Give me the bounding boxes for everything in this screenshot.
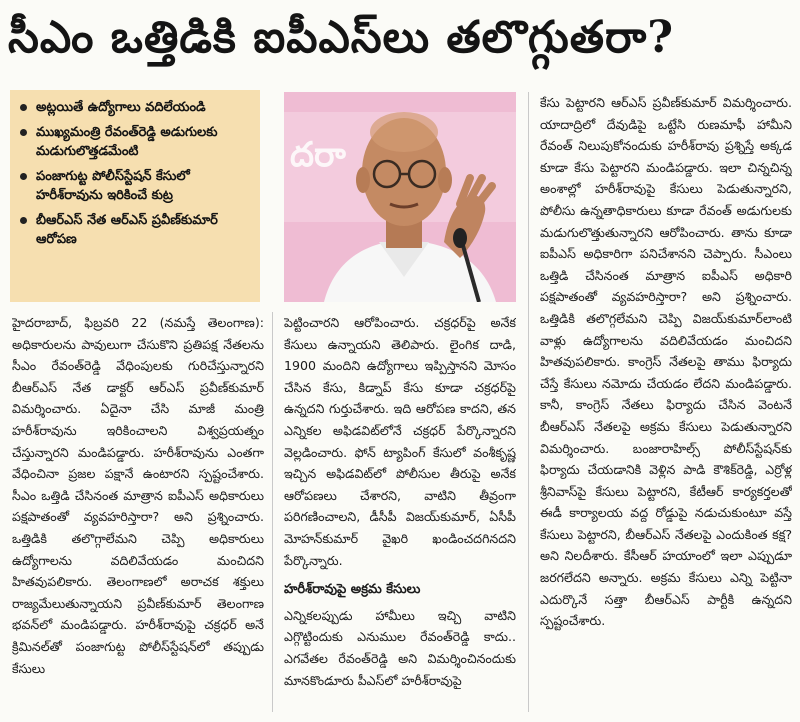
column-divider [528,92,529,712]
article-paragraph: హైదరాబాద్‌, ఫిబ్రవరి 22 (నమస్తే తెలంగాణ): అధికారులను పావులుగా చేసుకొని ప్రతిపక్ష నేతలను సీఎం రేవంత్‌రెడ్డి వేధింపులకు గురిచేస్తున్నారని బీఆర్‌ఎస్‌ నేత డాక్టర్‌ ఆర్‌ఎస్‌ ప్రవీణ్‌కుమార్‌ విమర్శించారు. ఏదైనా చేసి మాజీ మంత్రి హరీశ్‌రావును ఇరికించాలని విశ్వప్రయత్నం చేస్తున్నారని మండిపడ్డారు. హరీశ్‌రావును ఎంతగా వేధించినా ప్రజల పక్షానే ఉంటారని స్పష్టంచేశారు. సీఎం ఒత్తిడి చేసినంత మాత్రాన ఐపీఎస్‌ అధికారులు పక్షపాతంతో వ్యవహరిస్తారా? అని ప్రశ్నించారు. ఒత్తిడికి తలొగ్గాలేమని చెప్పి అధికారులు ఉద్యోగాలను వదిలివేయడం మంచిదని హితవుపలికారు. తెలంగాణలో అరాచక శక్తులు రాజ్యమేలుతున్నాయని ప్రవీణ్‌కుమార్‌ తెలంగాణ భవన్‌లో మండిపడ్డారు. హరీశ్‌రావుపై చక్రధర్‌ అనే క్రిమినల్‌తో పంజాగుట్ట పోలీస్‌స్టేషన్‌లో తప్పుడు కేసులు [12,315,264,676]
bullet-icon [20,217,27,224]
banner-text: దరా [290,135,346,175]
highlight-text: అట్లయితే ఉద్యోగాలు వదిలేయండి [36,100,206,115]
column-divider [272,312,273,712]
highlight-text: పంజాగుట్ట పోలీస్‌స్టేషన్‌ కేసులో హరీశ్‌రావును ఇరికించే కుట్ర [36,169,190,203]
highlight-item [20,123,250,161]
highlights-box [10,90,260,302]
highlight-item [20,98,250,117]
article-column-2 [284,312,516,718]
highlight-item [20,167,250,205]
speaker-photo [284,92,516,302]
headline: సీఎం ఒత్తిడికి ఐపీఎస్‌లు తలొగ్గుతరా? [8,12,675,63]
bullet-icon [20,104,27,111]
highlight-text: ముఖ్యమంత్రి రేవంత్‌రెడ్డి అడుగులకు మడుగులొత్తడమేంటి [36,125,218,159]
highlight-text: బీఆర్‌ఎస్‌ నేత ఆర్‌ఎస్‌ ప్రవీణ్‌కుమార్‌ ఆరోపణ [36,213,218,247]
article-paragraph: పెట్టించారని ఆరోపించారు. చక్రధర్‌పై అనేక కేసులు ఉన్నాయని తెలిపారు. లైంగిక దాడి, 1900 మందిని ఉద్యోగాలు ఇప్పిస్తానని మోసం చేసిన కేసు, కిడ్నాప్‌ కేసు కూడా చక్రధర్‌పై ఉన్నదని గుర్తుచేశారు. ఇది ఆరోపణ కాదని, తన ఎన్నికల అఫిడవిట్‌లోనే చక్రధర్‌ పేర్కొన్నారని వెల్లడించారు. ఫోన్‌ ట్యాపింగ్‌ కేసులో వంశీకృష్ణ ఇచ్చిన అఫిడవిట్‌లో పోలీసుల తీరుపై అనేక ఆరోపణలు చేశారని, వాటిని తీవ్రంగా పరిగణించాలని, డీసీపీ విజయ్‌కుమార్‌, ఏసీపీ మోహన్‌కుమార్‌ వైఖరి ఖండించదగినదని పేర్కొన్నారు. [284,315,516,568]
article-paragraph: కేసు పెట్టారని ఆర్‌ఎస్‌ ప్రవీణ్‌కుమార్‌ విమర్శించారు. యాదాద్రిలో దేవుడిపై ఒట్టేసి రుణమాఫీ హామీని రేవంత్‌ నిలుపుకోనందుకు హరీశ్‌రావు ప్రశ్నిస్తే అక్కడ కూడా కేసు పెట్టారని మండిపడ్డారు. ఇలా చిన్నచిన్న అంశాల్లో హరీశ్‌రావుపై కేసులు పెడుతున్నారని, పోలీసు ఉన్నతాధికారులు కూడా రేవంత్‌ అడుగులకు మడుగులొత్తుతున్నారని ఆరోపించారు. తాను కూడా ఐపీఎస్‌ అధికారిగా పనిచేశానని చెప్పారు. సీఎంలు ఒత్తిడి చేసినంత మాత్రాన ఐపీఎస్‌ అధికారి పక్షపాతంతో వ్యవహరిస్తారా? అని ప్రశ్నించారు. ఒత్తిడికి తలొగ్గలేమని చెప్పి విజయ్‌కుమార్‌లాంటి వాళ్లు ఉద్యోగాలను వదిలివేయడం మంచిదని హితవుపలికారు. కాంగ్రెస్‌ నేతలపై తాము ఫిర్యాదు చేస్తే కేసులు నమోదు చేయడం లేదని మండిపడ్డారు. కానీ, కాంగ్రెస్‌ నేతలు ఫిర్యాదు చేసిన వెంటనే బీఆర్‌ఎస్‌ నేతలపై అక్రమ కేసులు పెడుతున్నారని విమర్శించారు. బంజారాహిల్స్‌ పోలీస్‌స్టేషన్‌కు ఫిర్యాదు చేయడానికి వెళ్లిన పాడి కౌశిక్‌రెడ్డి, ఎర్రోళ్ల శ్రీనివాస్‌పై కేసులు పెట్టారని, కేటీఆర్‌ కార్యకర్తలతో ఈడీ కార్యాలయ వద్ద రోడ్డుపై నడుచుకుంటూ వస్తే కేసులు పెట్టారని, బీఆర్‌ఎస్‌ నేతలపై ఎందుకింత కక్ష? అని నిలదీశారు. కేసీఆర్‌ హయాంలో ఇలా ఎప్పుడూ జరగలేదని అన్నారు. అక్రమ కేసులు ఎన్ని పెట్టినా ఎదుర్కొనే సత్తా బీఆర్‌ఎస్‌ పార్టీకి ఉన్నదని స్పష్టంచేశారు. [540,95,792,629]
article-column-3 [540,92,792,718]
article-paragraph: ఎన్నికలప్పుడు హామీలు ఇచ్చి వాటిని ఎగ్గొట్టిందుకు ఎనుముల రేవంత్‌రెడ్డి కాదు.. ఎగవేతల రేవంత్‌రెడ్డి అని విమర్శించినందుకు మానకొండూరు పీఎస్‌లో హరీశ్‌రావుపై [284,607,516,688]
speaker-illustration [284,92,516,302]
bullet-icon [20,129,27,136]
bullet-icon [20,173,27,180]
article-column-1 [12,312,264,718]
article-subheading: హరీశ్‌రావుపై అక్రమ కేసులు [284,582,421,598]
highlight-item [20,211,250,249]
